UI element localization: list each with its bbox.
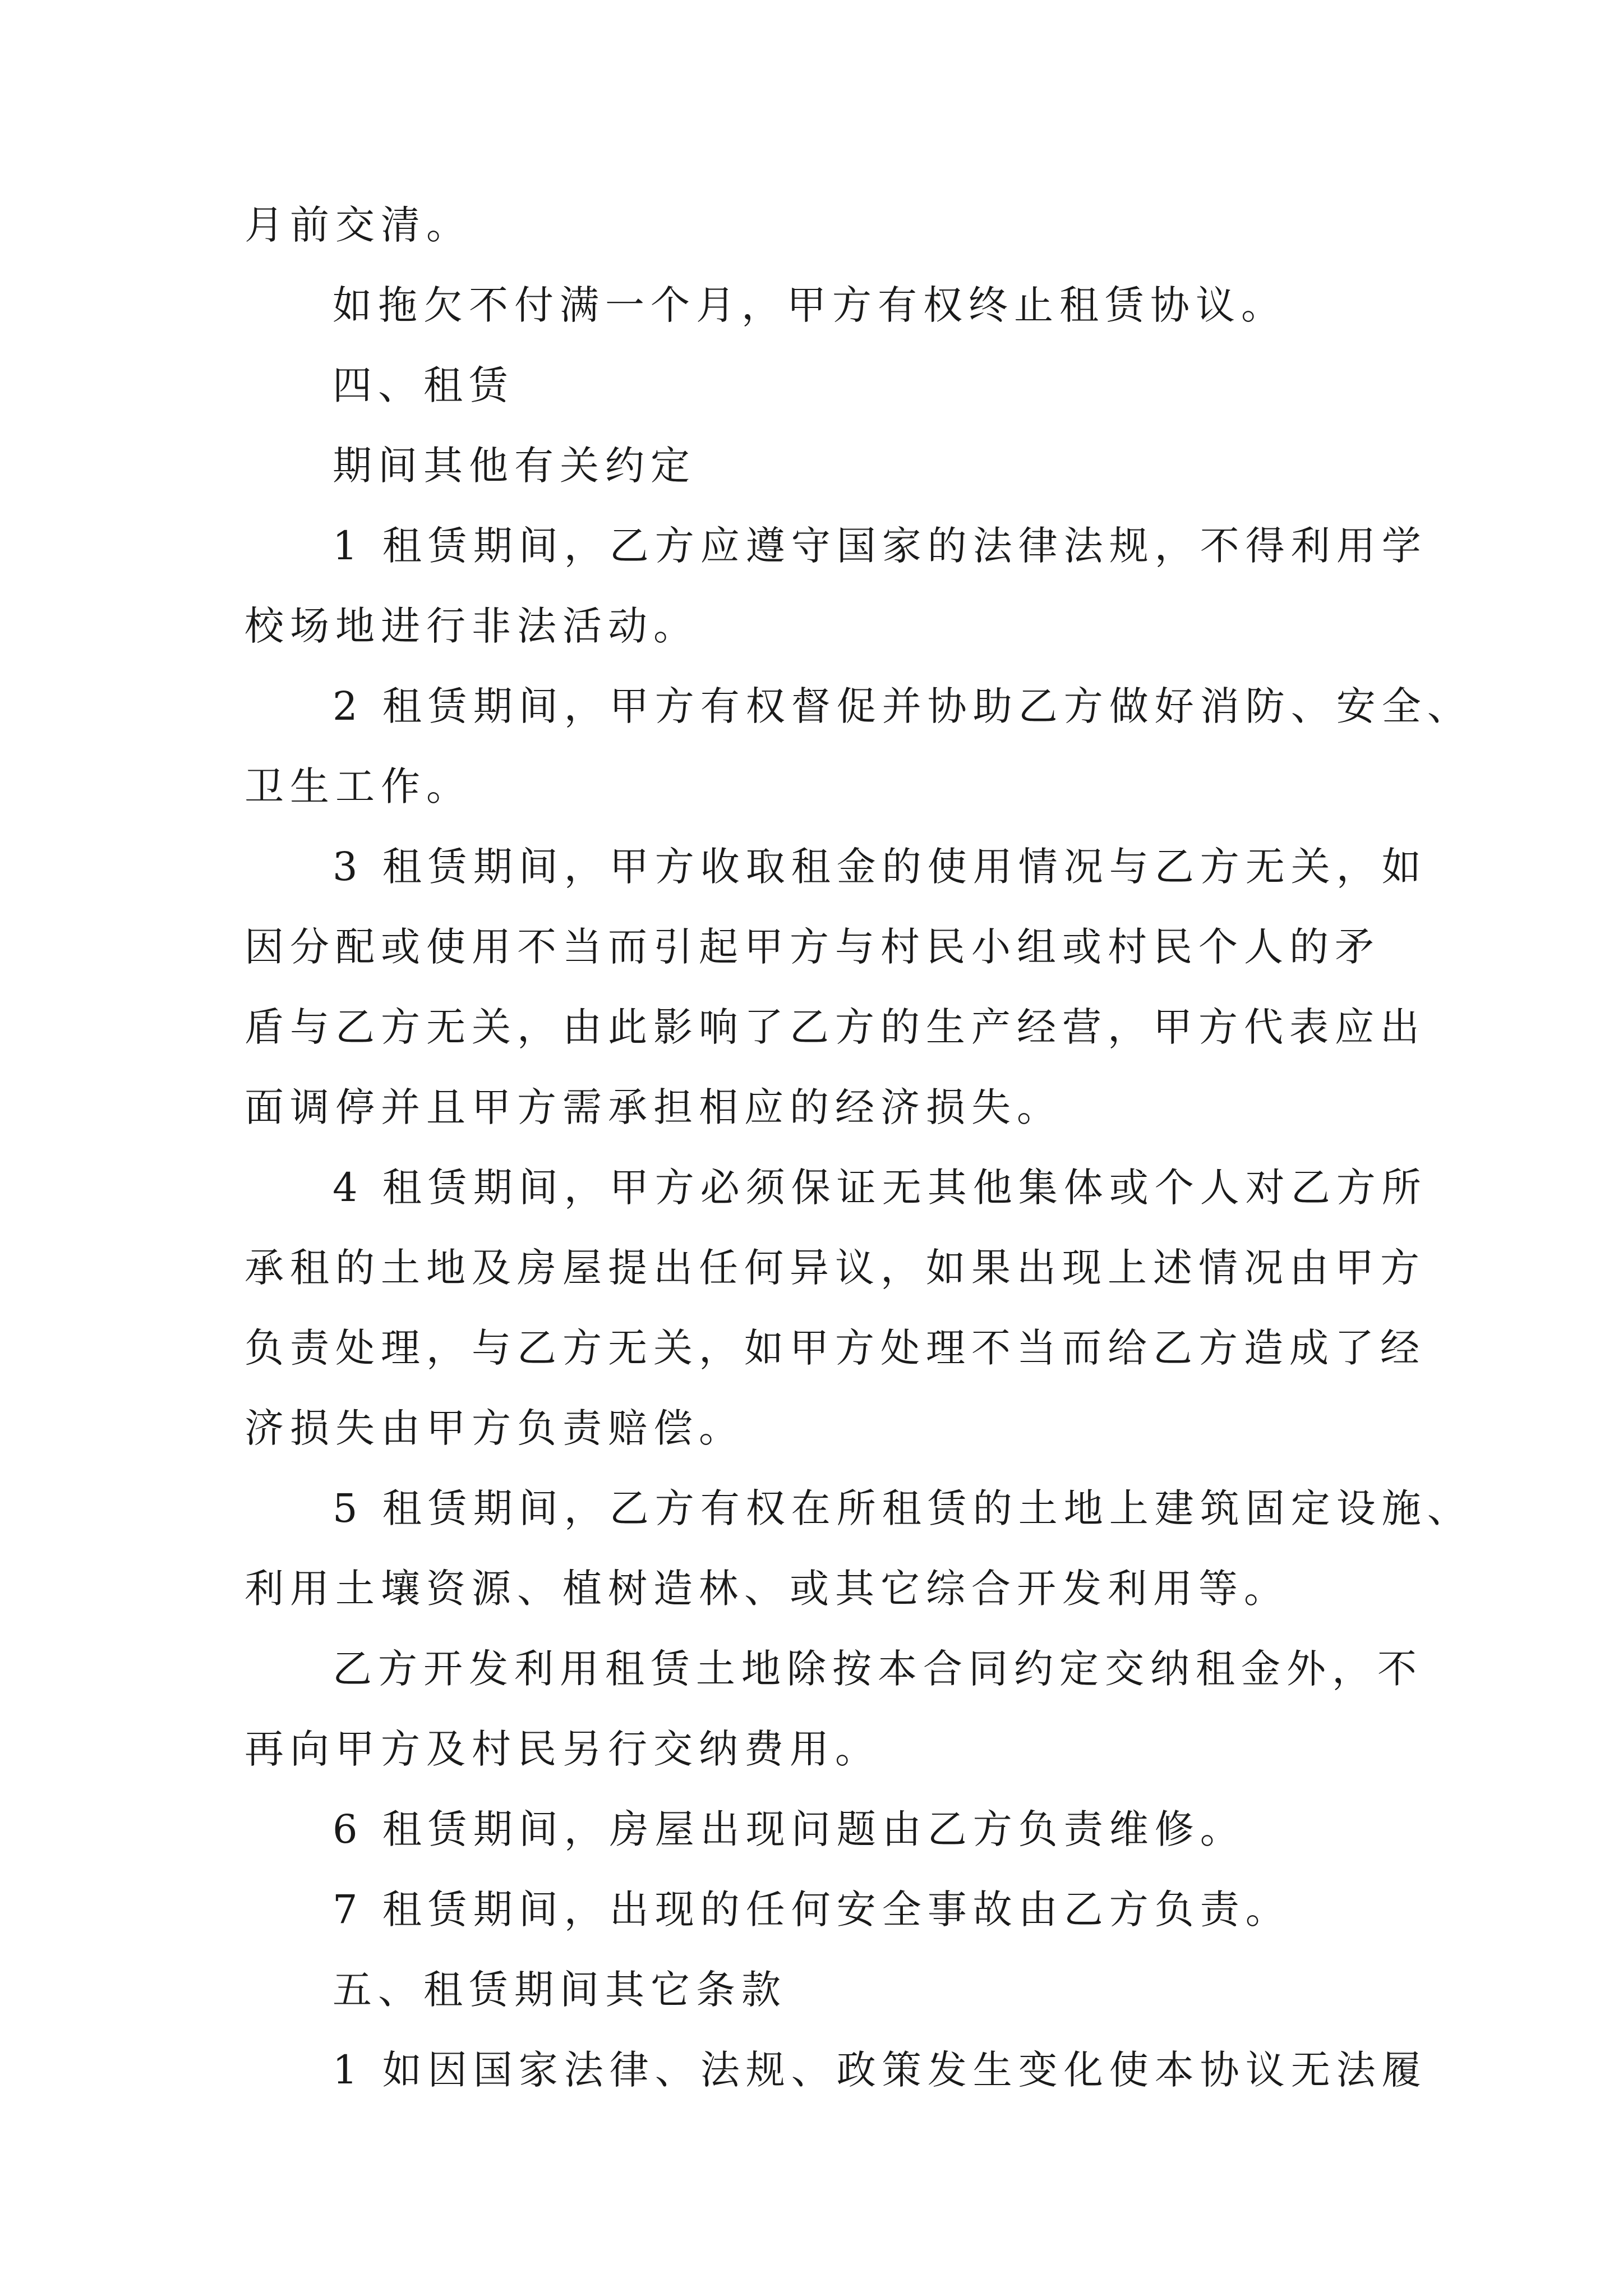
text-line: 利用土壤资源、植树造林、或其它综合开发利用等。 [245, 1566, 1289, 1612]
section-heading: 五、租赁期间其它条款 [333, 1967, 787, 2013]
text-line: 再向甲方及村民另行交纳费用。 [245, 1726, 880, 1772]
text-line: 负责处理，与乙方无关，如甲方处理不当而给乙方造成了经 [245, 1325, 1426, 1371]
text-line: 济损失由甲方负责赔偿。 [245, 1405, 744, 1451]
clause-line: 3 租赁期间，甲方收取租金的使用情况与乙方无关，如 [333, 844, 1427, 890]
text-line: 面调停并且甲方需承担相应的经济损失。 [245, 1084, 1062, 1130]
text-line: 卫生工作。 [245, 763, 472, 809]
text-line: 如拖欠不付满一个月，甲方有权终止租赁协议。 [333, 282, 1287, 328]
text-line: 期间其他有关约定 [333, 443, 696, 489]
clause-line: 7 租赁期间，出现的任何安全事故由乙方负责。 [333, 1887, 1291, 1932]
clause-line: 4 租赁期间，甲方必须保证无其他集体或个人对乙方所 [333, 1165, 1427, 1211]
clause-line: 1 如因国家法律、法规、政策发生变化使本协议无法履 [333, 2047, 1427, 2093]
text-line: 盾与乙方无关，由此影响了乙方的生产经营，甲方代表应出 [245, 1004, 1426, 1050]
clause-line: 1 租赁期间，乙方应遵守国家的法律法规，不得利用学 [333, 523, 1427, 569]
clause-line: 6 租赁期间，房屋出现问题由乙方负责维修。 [333, 1806, 1246, 1852]
clause-line: 2 租赁期间，甲方有权督促并协助乙方做好消防、安全、 [333, 683, 1473, 729]
text-line: 月前交清。 [245, 202, 472, 248]
document-body [245, 185, 1473, 2110]
section-heading: 四、租赁 [333, 362, 514, 408]
text-line: 因分配或使用不当而引起甲方与村民小组或村民个人的矛 [245, 924, 1380, 970]
text-line: 承租的土地及房屋提出任何异议，如果出现上述情况由甲方 [245, 1245, 1426, 1291]
text-line: 乙方开发利用租赁土地除按本合同约定交纳租金外，不 [333, 1646, 1423, 1692]
text-line: 校场地进行非法活动。 [245, 603, 699, 649]
clause-line: 5 租赁期间，乙方有权在所租赁的土地上建筑固定设施、 [333, 1485, 1473, 1531]
